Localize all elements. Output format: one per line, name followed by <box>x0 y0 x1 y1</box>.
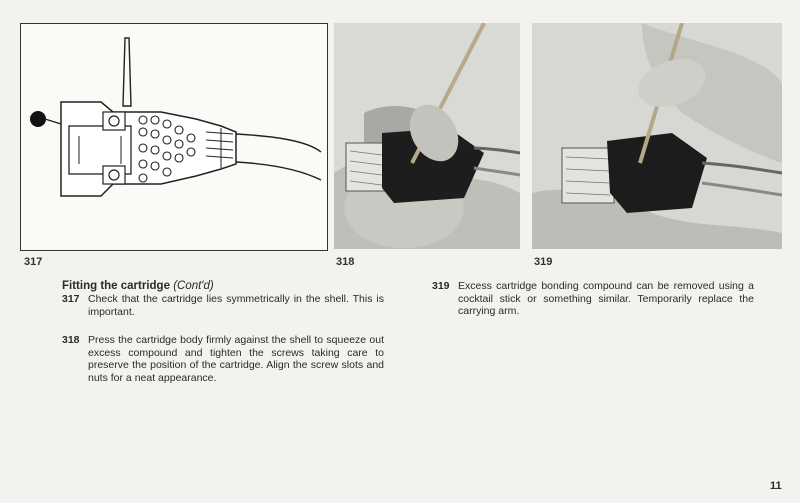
section-heading-text: Fitting the cartridge <box>62 280 170 292</box>
step-text: Check that the cartridge lies symmetrically in the shell. This is important. <box>88 293 384 318</box>
step-number: 318 <box>62 334 80 346</box>
step-318 <box>62 334 384 384</box>
figure-number-318: 318 <box>336 256 355 268</box>
section-heading-suffix: (Cont'd) <box>173 280 214 292</box>
cocktail-stick-removing-compound-photo <box>532 23 782 249</box>
figure-317-diagram <box>20 23 328 251</box>
step-number: 319 <box>432 280 450 292</box>
step-text: Excess cartridge bonding compound can be removed using a cocktail stick or something similar. Temporarily replace the carrying arm. <box>458 280 754 317</box>
page-number: 11 <box>770 480 782 492</box>
step-317 <box>62 293 384 318</box>
figure-319-photo <box>532 23 782 249</box>
step-text: Press the cartridge body firmly against the shell to squeeze out excess compound and tighten the screws taking care to preserve the position of the cartridge. Align the screw slots and nuts for a neat appearance. <box>88 334 384 384</box>
step-number: 317 <box>62 293 80 305</box>
figure-318-photo <box>334 23 520 249</box>
figure-number-319: 319 <box>534 256 553 268</box>
hand-pressing-cartridge-photo <box>334 23 520 249</box>
section-heading <box>62 280 214 292</box>
figure-number-317: 317 <box>24 256 43 268</box>
step-319 <box>432 280 754 318</box>
cartridge-shell-diagram <box>21 24 327 250</box>
